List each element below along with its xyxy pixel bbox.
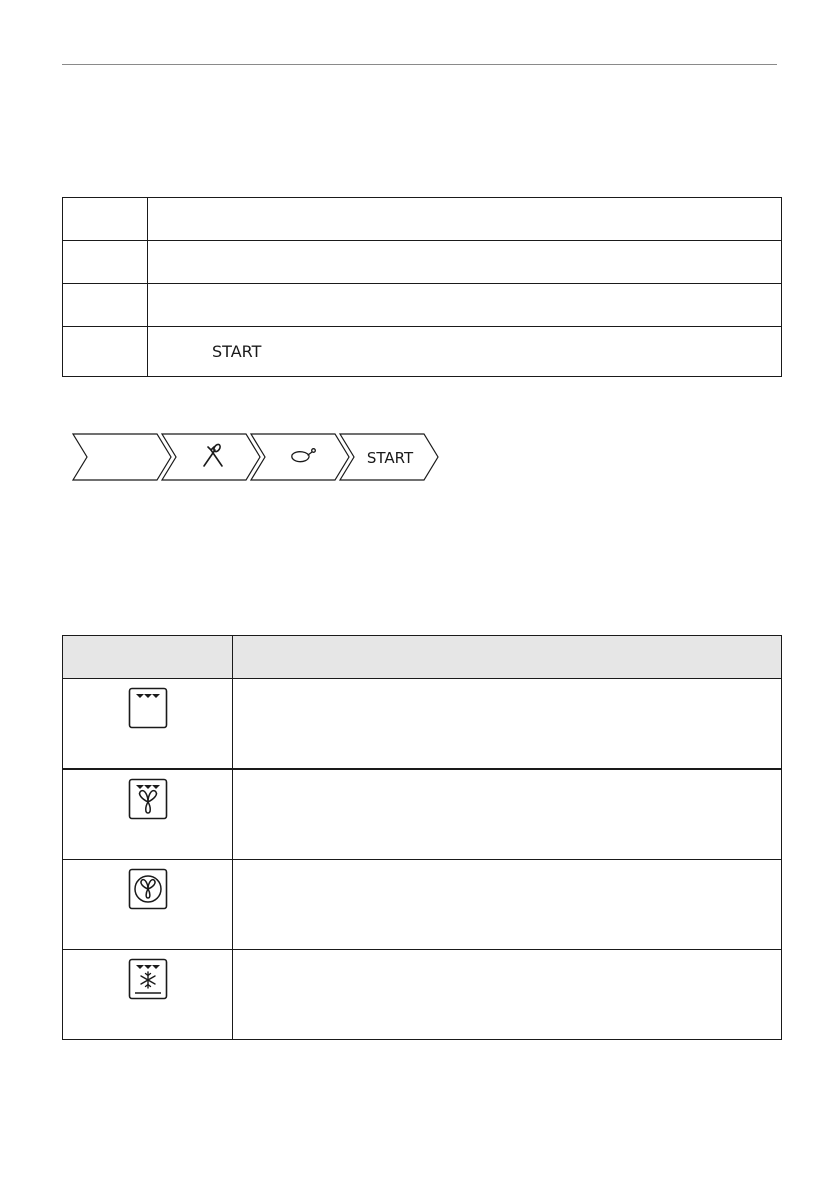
table-header-row xyxy=(63,636,782,679)
true-fan-icon xyxy=(128,868,168,914)
steps-table xyxy=(62,197,782,377)
flow-step-1 xyxy=(73,434,171,480)
flow-step-3 xyxy=(251,434,349,480)
column-header xyxy=(233,636,782,679)
functions-table xyxy=(62,635,782,1040)
step-text xyxy=(148,327,782,377)
function-icon-cell xyxy=(63,679,233,770)
function-description xyxy=(233,679,782,770)
table-row xyxy=(63,679,782,770)
header-rule xyxy=(62,64,777,65)
function-icon-cell xyxy=(63,860,233,950)
flow-diagram xyxy=(72,432,442,482)
top-heat-icon xyxy=(128,687,168,733)
table-row xyxy=(63,860,782,950)
column-header xyxy=(63,636,233,679)
step-text xyxy=(148,284,782,327)
table-row xyxy=(63,769,782,860)
table-row xyxy=(63,284,782,327)
table-row xyxy=(63,327,782,377)
step-text xyxy=(148,198,782,241)
function-description xyxy=(233,769,782,860)
fan-top-heat-icon xyxy=(128,778,168,824)
function-description xyxy=(233,950,782,1040)
function-description xyxy=(233,860,782,950)
step-number xyxy=(63,327,148,377)
step-number xyxy=(63,198,148,241)
step-label xyxy=(148,296,212,315)
defrost-icon xyxy=(128,958,168,1004)
step-start-label: START xyxy=(212,342,262,361)
step-number xyxy=(63,284,148,327)
function-icon-cell xyxy=(63,769,233,860)
function-icon-cell xyxy=(63,950,233,1040)
flow-start-label: START xyxy=(366,449,414,467)
step-number xyxy=(63,241,148,284)
step-label xyxy=(148,253,212,272)
table-row xyxy=(63,950,782,1040)
table-row xyxy=(63,241,782,284)
step-label xyxy=(148,210,212,229)
step-text xyxy=(148,241,782,284)
table-row xyxy=(63,198,782,241)
